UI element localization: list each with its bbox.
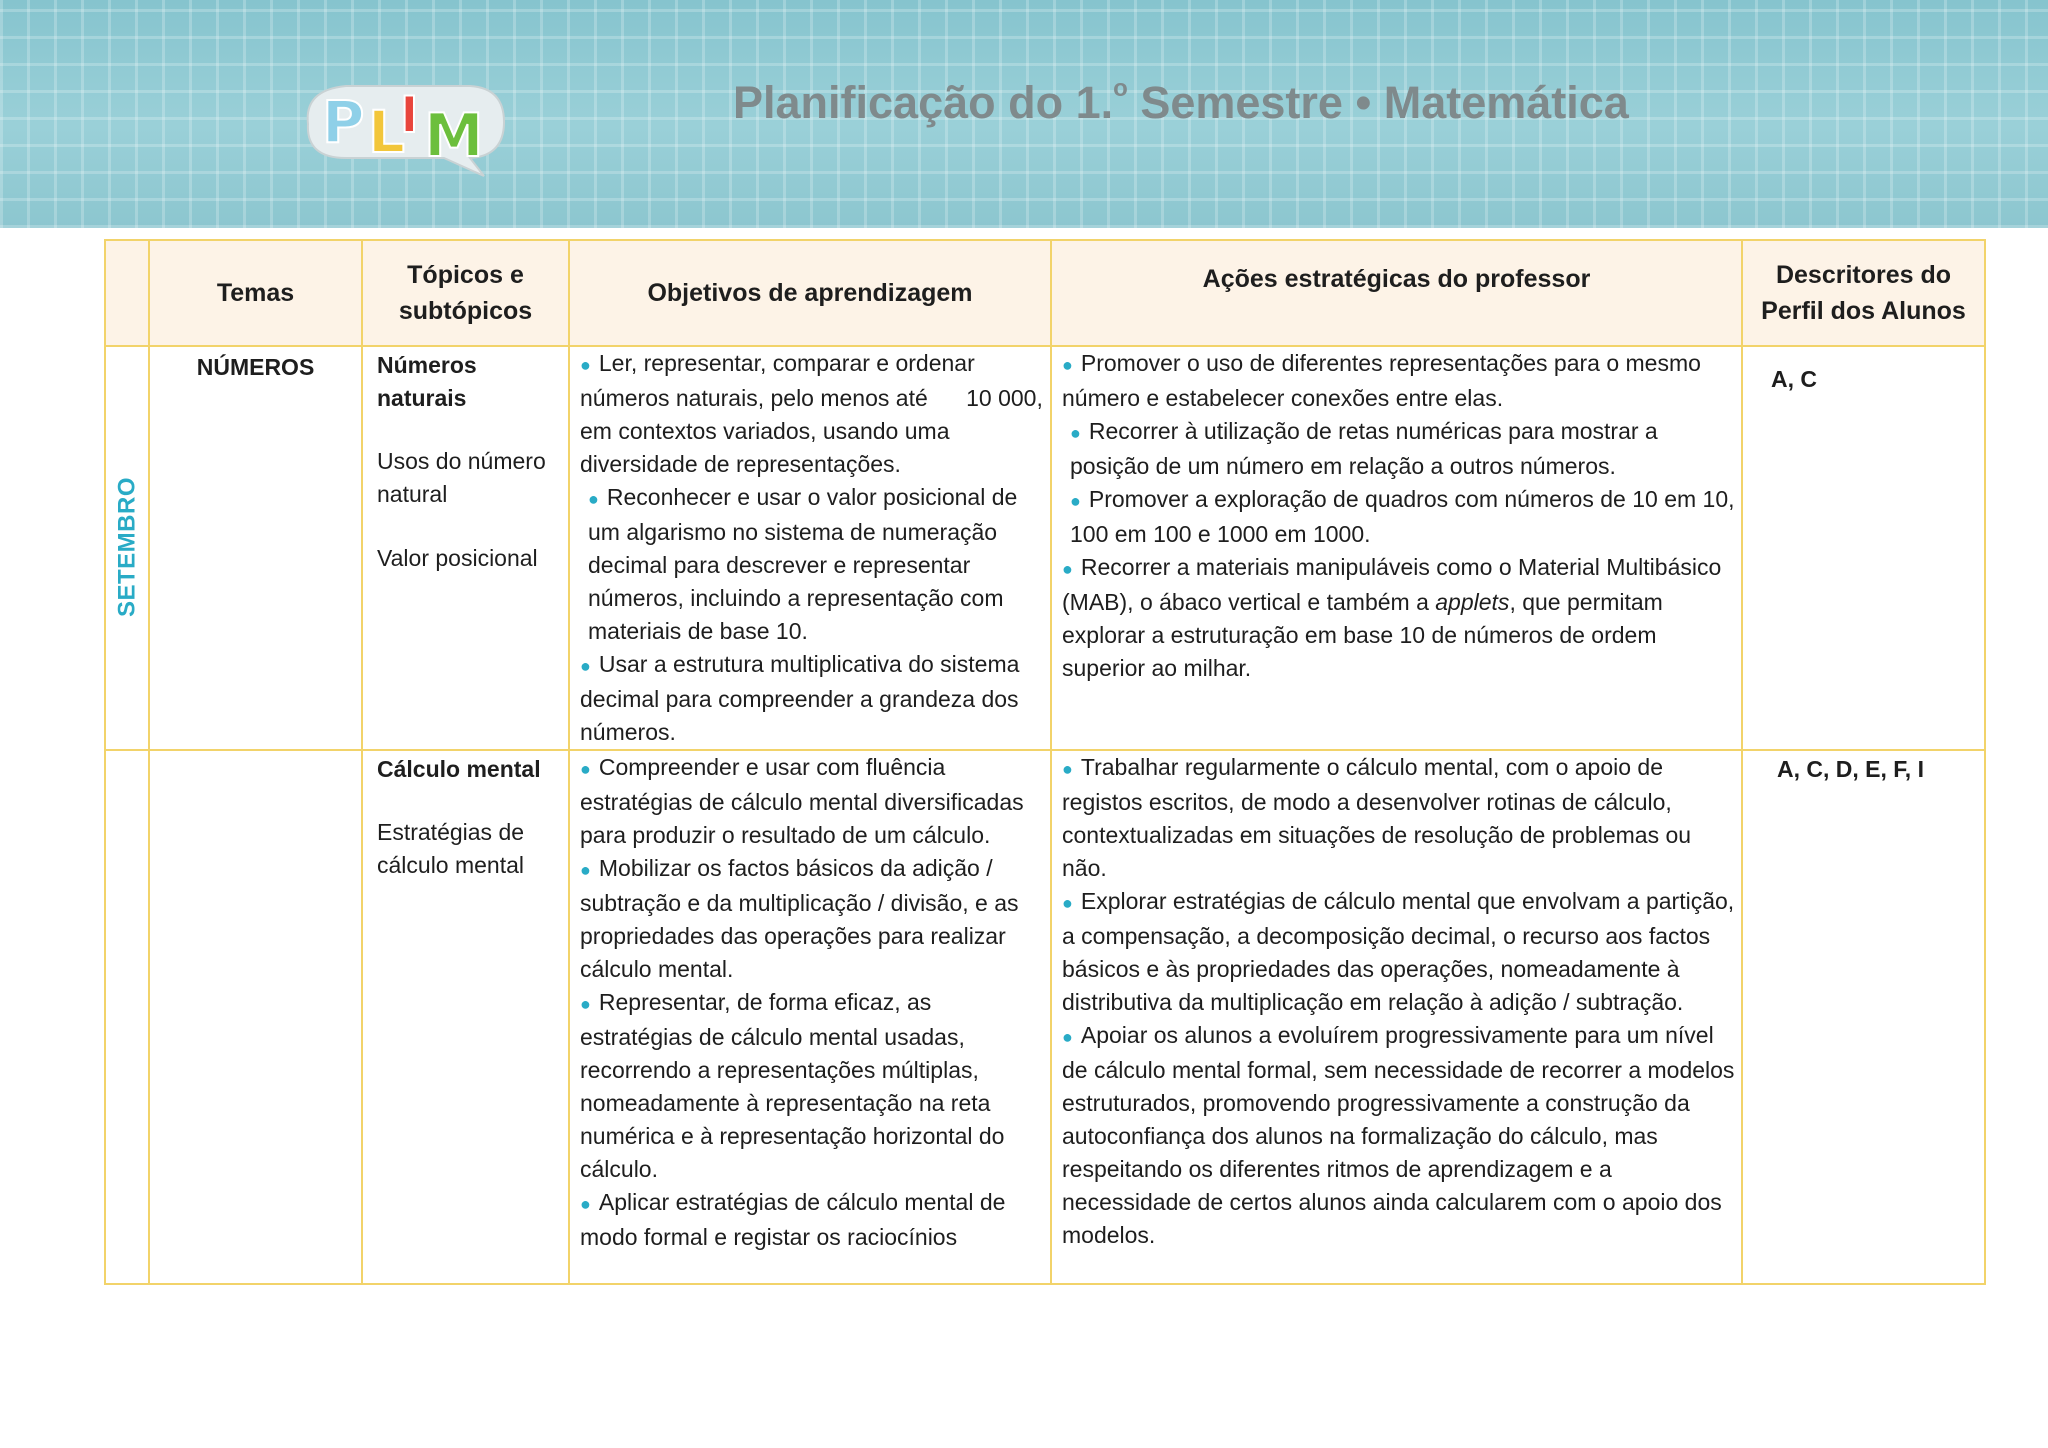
objective-item xyxy=(580,751,1046,852)
svg-text:L: L xyxy=(368,98,405,166)
bullet-icon: ● xyxy=(580,1194,591,1214)
action-text: Explorar estratégias de cálculo mental que envolvam a partição, a compensação, a decomposição decimal, o recurso aos factos básicos e às propriedades das operações, nomeadamente à distributiva da multiplicação em relação à adição / subtração. xyxy=(1062,888,1735,1015)
objective-item xyxy=(580,852,1046,986)
subtopic: Usos do número natural xyxy=(377,448,546,507)
bullet-icon: ● xyxy=(1062,1027,1073,1047)
action-item xyxy=(1062,751,1737,885)
descriptors-cell: A, C, D, E, F, I xyxy=(1742,750,1985,1284)
header-objetivos: Objetivos de aprendizagem xyxy=(569,240,1051,346)
action-item xyxy=(1062,885,1737,1019)
bullet-icon: ● xyxy=(1062,893,1073,913)
action-text: Recorrer a materiais manipuláveis como o Material Multibásico (MAB), o ábaco vertical e também a xyxy=(1062,554,1722,615)
svg-text:M: M xyxy=(424,101,484,171)
header-acoes: Ações estratégicas do professor xyxy=(1051,240,1742,346)
bullet-icon: ● xyxy=(580,656,591,676)
table-row xyxy=(105,346,1985,750)
title-rest: Semestre • Matemática xyxy=(1127,77,1629,128)
header-topicos: Tópicos e subtópicos xyxy=(362,240,569,346)
objective-text: Representar, de forma eficaz, as estratégias de cálculo mental usadas, recorrendo a representações múltiplas, nomeadamente à representação na reta numérica e à representação horizontal do cálculo. xyxy=(580,989,1005,1182)
objective-text: Ler, representar, comparar e ordenar números naturais, pelo menos até 10 000, em contextos variados, usando uma diversidade de representações. xyxy=(580,350,1050,477)
bullet-icon: ● xyxy=(1062,759,1073,779)
objective-text: Mobilizar os factos básicos da adição / subtração e da multiplicação / divisão, e as propriedades das operações para realizar cálculo mental. xyxy=(580,855,1019,982)
objective-item xyxy=(580,986,1046,1186)
action-item xyxy=(1062,483,1737,551)
objective-item xyxy=(580,1186,1046,1254)
bullet-icon: ● xyxy=(1070,491,1081,511)
title-main: Planificação do 1. xyxy=(733,77,1114,128)
header-month xyxy=(105,240,149,346)
plim-logo xyxy=(294,72,514,182)
objective-text: Reconhecer e usar o valor posicional de um algarismo no sistema de numeração decimal para descrever e representar números, incluindo a representação com materiais de base 10. xyxy=(588,484,1018,644)
actions-cell xyxy=(1051,750,1742,1284)
month-cell xyxy=(105,346,149,750)
action-text: Apoiar os alunos a evoluírem progressivamente para um nível de cálculo mental formal, sem necessidade de recorrer a modelos estruturados, promovendo progressivamente a construção da autoconfiança dos alunos na formalização do cálculo, mas respeitando os diferentes ritmos de aprendizagem e a necessidade de certos alunos ainda calcularem com o apoio dos modelos. xyxy=(1062,1022,1735,1248)
objectives-cell xyxy=(569,346,1051,750)
topic-title: Números naturais xyxy=(377,352,477,411)
header-descritores: Descritores do Perfil dos Alunos xyxy=(1742,240,1985,346)
plim-logo-graphic xyxy=(294,72,514,182)
objective-item xyxy=(580,347,1050,481)
subtopic: Estratégias de cálculo mental xyxy=(377,819,525,878)
bullet-icon: ● xyxy=(580,355,591,375)
header-temas: Temas xyxy=(149,240,362,346)
action-text: Recorrer à utilização de retas numéricas para mostrar a posição de um número em relação a outros números. xyxy=(1070,418,1658,479)
objective-item xyxy=(580,648,1046,749)
bullet-icon: ● xyxy=(580,860,591,880)
planning-table xyxy=(104,239,1986,1285)
objectives-cell xyxy=(569,750,1051,1284)
page-title xyxy=(733,75,1629,129)
month-cell xyxy=(105,750,149,1284)
bullet-icon: ● xyxy=(588,489,599,509)
action-item xyxy=(1062,1019,1737,1252)
descriptors-cell: A, C xyxy=(1742,346,1985,750)
title-ordinal: o xyxy=(1113,75,1128,102)
tema-cell xyxy=(149,750,362,1284)
topic-cell xyxy=(362,346,569,750)
topic-cell xyxy=(362,750,569,1284)
table-header-row xyxy=(105,240,1985,346)
action-text: Promover o uso de diferentes representações para o mesmo número e estabelecer conexões entre elas. xyxy=(1062,350,1701,411)
objective-text: Usar a estrutura multiplicativa do sistema decimal para compreender a grandeza dos números. xyxy=(580,651,1020,745)
action-text: Trabalhar regularmente o cálculo mental, com o apoio de registos escritos, de modo a desenvolver rotinas de cálculo, contextualizadas em situações de resolução de problemas ou não. xyxy=(1062,754,1692,881)
action-item xyxy=(1062,347,1737,415)
objective-item xyxy=(580,481,1046,648)
action-item xyxy=(1062,551,1737,685)
bullet-icon: ● xyxy=(580,994,591,1014)
bullet-icon: ● xyxy=(580,759,591,779)
action-text: Promover a exploração de quadros com números de 10 em 10, 100 em 100 e 1000 em 1000. xyxy=(1070,486,1735,547)
bullet-icon: ● xyxy=(1062,559,1073,579)
tema-cell: NÚMEROS xyxy=(149,346,362,750)
action-text-italic: applets xyxy=(1435,589,1510,615)
objective-text: Aplicar estratégias de cálculo mental de modo formal e registar os raciocínios xyxy=(580,1189,1006,1250)
month-label: SETEMBRO xyxy=(113,476,141,618)
topic-title: Cálculo mental xyxy=(377,756,541,782)
svg-text:P: P xyxy=(322,88,365,156)
objective-text: Compreender e usar com fluência estratégias de cálculo mental diversificadas para produzir o resultado de um cálculo. xyxy=(580,754,1024,848)
action-item xyxy=(1062,415,1737,483)
action-text: , que permitam explorar a estruturação em base 10 de números de ordem superior ao milhar. xyxy=(1062,589,1663,681)
bullet-icon: ● xyxy=(1062,355,1073,375)
actions-cell xyxy=(1051,346,1742,750)
subtopic: Valor posicional xyxy=(377,545,538,571)
bullet-icon: ● xyxy=(1070,423,1081,443)
svg-text:I: I xyxy=(400,86,419,144)
table-row xyxy=(105,750,1985,1284)
